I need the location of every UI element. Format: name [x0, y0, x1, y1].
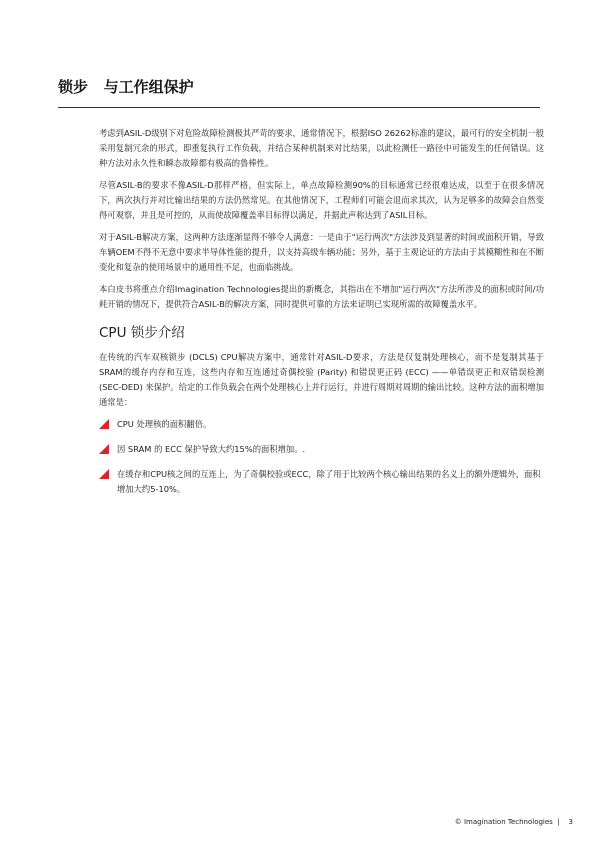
paragraph-2: 尽管ASIL-B的要求不像ASIL-D那样严格，但实际上，单点故障检测90%的目标通常已经很难达成，以至于在很多情况下，两次执行并对比输出结果的方法仍然常见。在其他情况下，工程师们可能会退而求其次，认为足够多的故障会自然变得可观察，并且是可控的，从而使故障覆盖率目标得以满足，并据此声称达到了ASIL目标。	[99, 180, 544, 220]
page-footer: © Imagination Technologies | 3	[454, 818, 573, 826]
list-item	[99, 442, 544, 457]
section-paragraph: 在传统的汽车双核锁步 (DCLS) CPU解决方案中，通常针对ASIL-D要求，方法是仅复制处理核心，而不是复制其基于SRAM的缓存内存和互连，这些内存和互连通过奇偶校验 (Parity) 和错误更正码 (ECC) ——单错误更正和双错误检测 (SEC-DED) 来保护。给定的工作负载会在两个处理核心上并行运行，并进行周期对周期的输出比较。这种方法的面积增加通常是：	[99, 352, 544, 407]
bullet-text: 因 SRAM 的 ECC 保护导致大约15%的面积增加。.	[117, 444, 306, 454]
title-divider	[58, 107, 540, 108]
main-content	[99, 126, 544, 507]
red-triangle-icon	[99, 444, 109, 454]
bullet-text: CPU 处理核的面积翻倍。	[117, 419, 212, 429]
red-triangle-icon	[99, 469, 109, 479]
paragraph-3: 对于ASIL-B解决方案，这两种方法逐渐显得不够令人满意：一是由于"运行两次"方法涉及到显著的时间或面积开销，导致车辆OEM不得不无意中要求半导体性能的提升，以支持高级车辆功能；另外，基于主观论证的方法由于其模糊性和在不断变化和复杂的使用场景中的通用性不足，也面临挑战。	[99, 232, 544, 272]
list-item	[99, 467, 544, 497]
red-triangle-icon	[99, 419, 109, 429]
page-title: 锁步 与工作组保护	[58, 78, 194, 96]
paragraph-1: 考虑到ASIL-D级别下对危险故障检测极其严苛的要求，通常情况下，根据ISO 26262标准的建议，最可行的安全机制一般采用复制冗余的形式，即重复执行工作负载，并结合某种机制来对比结果，以此检测任一路径中可能发生的任何错误。这种方法对永久性和瞬态故障都有极高的鲁棒性。	[99, 128, 544, 168]
list-item	[99, 417, 544, 432]
paragraph-4: 本白皮书将重点介绍Imagination Technologies提出的新概念，其指出在不增加"运行两次"方法所涉及的面积或时间/功耗开销的情况下，提供符合ASIL-B的解决方案，同时提供可靠的方法来证明已实现所需的故障覆盖水平。	[99, 284, 544, 309]
bullet-text: 在缓存和CPU核之间的互连上，为了奇偶校验或ECC，除了用于比较两个核心输出结果的名义上的额外逻辑外，面积增加大约5-10%。	[117, 469, 541, 494]
bullet-list	[99, 417, 544, 497]
section-heading: CPU 锁步介绍	[99, 325, 185, 341]
